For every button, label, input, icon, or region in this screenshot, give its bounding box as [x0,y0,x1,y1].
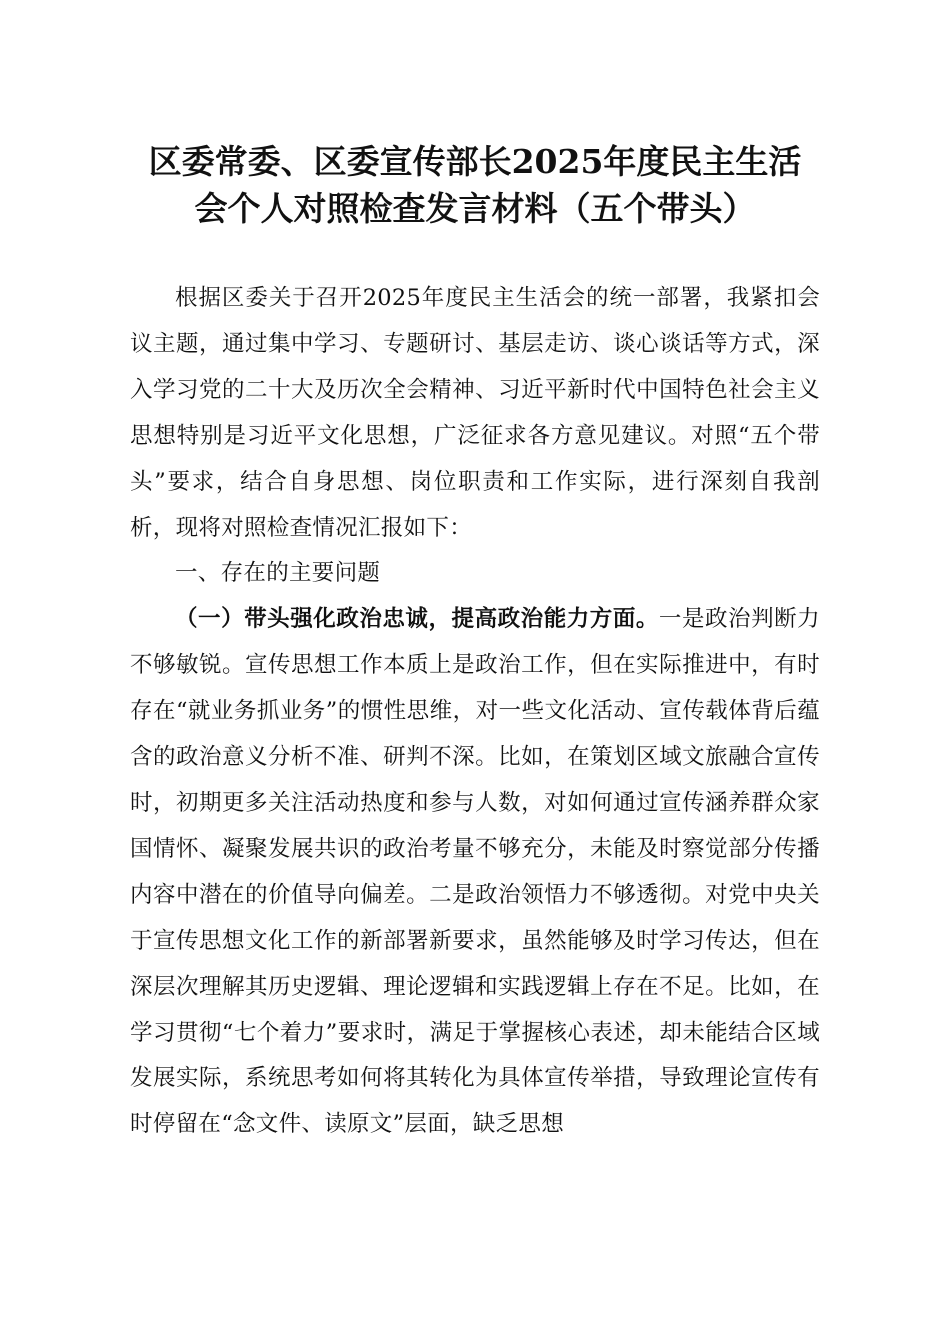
subsection-lead: （一）带头强化政治忠诚，提高政治能力方面。 [175,606,659,633]
title-line-2: 会个人对照检查发言材料（五个带头） [194,189,756,228]
subsection-paragraph [130,597,820,1148]
document-title [100,138,850,232]
intro-paragraph: 根据区委关于召开2025年度民主生活会的统一部署，我紧扣会议主题，通过集中学习、专题研讨、基层走访、谈心谈话等方式，深入学习党的二十大及历次全会精神、习近平新时代中国特色社会主义思想特别是习近平文化思想，广泛征求各方意见建议。对照“五个带头”要求，结合自身思想、岗位职责和工作实际，进行深刻自我剖析，现将对照检查情况汇报如下： [130,285,820,541]
document-body [130,276,820,1148]
subsection-body: 一是政治判断力不够敏锐。宣传思想工作本质上是政治工作，但在实际推进中，有时存在“就业务抓业务”的惯性思维，对一些文化活动、宣传载体背后蕴含的政治意义分析不准、研判不深。比如，在策划区域文旅融合宣传时，初期更多关注活动热度和参与人数，对如何通过宣传涵养群众家国情怀、凝聚发展共识的政治考量不够充分，未能及时察觉部分传播内容中潜在的价值导向偏差。二是政治领悟力不够透彻。对党中央关于宣传思想文化工作的新部署新要求，虽然能够及时学习传达，但在深层次理解其历史逻辑、理论逻辑和实践逻辑上存在不足。比如，在学习贯彻“七个着力”要求时，满足于掌握核心表述，却未能结合区域发展实际，系统思考如何将其转化为具体宣传举措，导致理论宣传有时停留在“念文件、读原文”层面，缺乏思想 [130,606,820,1138]
title-line-1: 区委常委、区委宣传部长2025年度民主生活 [148,142,802,181]
section-heading: 一、存在的主要问题 [175,560,381,587]
